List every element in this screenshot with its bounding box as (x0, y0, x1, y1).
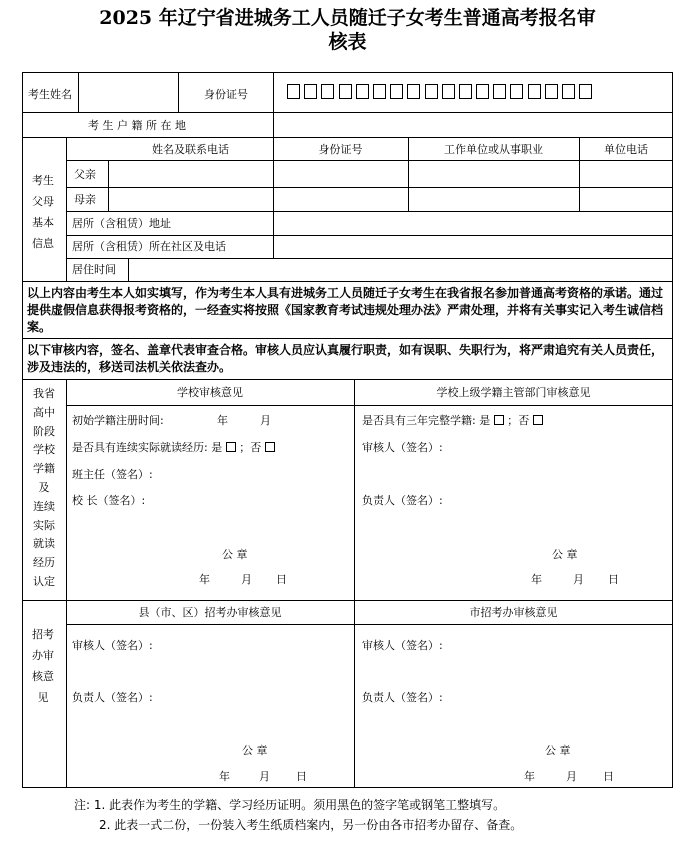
city-seal-label: 公 章 (545, 744, 571, 757)
id-digit-box[interactable] (287, 84, 300, 99)
side-label-line: 招考 (32, 628, 54, 641)
divider (66, 405, 673, 406)
divider (273, 211, 274, 258)
id-digit-box[interactable] (390, 84, 403, 99)
parents-side-label (28, 170, 58, 254)
county-seal-label: 公 章 (242, 744, 268, 757)
principal-signature-label: 校 长（签名）: (72, 494, 146, 507)
id-digit-box[interactable] (562, 84, 575, 99)
id-digit-box[interactable] (304, 84, 317, 99)
month-label: 月 (260, 414, 271, 427)
date-month-label: 月 (566, 770, 577, 783)
id-digit-box[interactable] (321, 84, 334, 99)
side-label-line: 学籍 (33, 462, 55, 476)
yes-checkbox[interactable] (226, 442, 236, 452)
mother-label: 母亲 (74, 193, 96, 206)
id-digit-box[interactable] (373, 84, 386, 99)
id-digit-box[interactable] (476, 84, 489, 99)
father-label: 父亲 (74, 168, 96, 181)
side-label-line: 高中 (33, 405, 55, 419)
id-label: 身份证号 (204, 88, 248, 101)
three-year-label: 是否具有三年完整学籍: 是 (362, 414, 491, 427)
divider (22, 379, 673, 380)
side-label-line: 办审 (32, 649, 54, 662)
date-day-label: 日 (608, 573, 619, 586)
id-digit-box[interactable] (545, 84, 558, 99)
reviewer-responsibility-notice: 以下审核内容，签名、盖章代表审查合格。审核人员应认真履行职责，如有误职、失职行为，将严肃追究有关人员责任，涉及违法的，移送司法机关依法查办。 (27, 343, 664, 374)
no-label: ；否 (239, 441, 262, 454)
header-id: 身份证号 (318, 143, 363, 156)
side-label-line: 父母 (32, 195, 54, 208)
residence-community-label: 居所（含租赁）所在社区及电话 (72, 240, 226, 253)
form-title-line2: 核表 (328, 31, 367, 53)
year-label: 年 (217, 414, 228, 427)
id-digit-box[interactable] (528, 84, 541, 99)
no-label: ；否 (507, 414, 530, 427)
exam-office-side-label (28, 624, 58, 708)
side-label-line: 考生 (32, 174, 54, 187)
divider (108, 160, 109, 211)
id-digit-box[interactable] (425, 84, 438, 99)
continuous-study-question (72, 441, 275, 455)
divider (273, 72, 274, 137)
divider (22, 137, 673, 138)
divider (66, 211, 673, 212)
side-label-line: 经历 (33, 556, 55, 570)
superior-review-header: 学校上级学籍主管部门审核意见 (436, 386, 591, 399)
side-label-line: 见 (37, 691, 49, 704)
school-review-header: 学校审核意见 (177, 386, 243, 399)
divider (128, 258, 129, 281)
divider (66, 258, 673, 259)
date-month-label: 月 (241, 573, 252, 586)
divider (66, 187, 673, 188)
id-digit-box[interactable] (579, 84, 592, 99)
side-label-line: 我省 (33, 387, 55, 400)
date-day-label: 日 (296, 770, 307, 783)
divider (22, 112, 673, 113)
note-line-1: 注: 1. 此表作为考生的学籍、学习经历证明。须用黑色的签字笔或钢笔工整填写。 (74, 798, 506, 812)
side-label-line: 认定 (33, 574, 55, 588)
head-teacher-signature-label: 班主任（签名）: (72, 468, 153, 481)
no-checkbox[interactable] (533, 415, 543, 425)
divider (178, 72, 179, 112)
side-label-line: 阶段 (33, 424, 55, 438)
date-year-label: 年 (531, 573, 542, 586)
side-label-line: 基本 (32, 216, 54, 229)
note-line-2: 2. 此表一式二份，一份装入考生纸质档案内，另一份由各市招考办留存、备查。 (99, 818, 523, 832)
hukou-label: 考 生 户 籍 所 在 地 (88, 119, 186, 132)
header-name-phone: 姓名及联系电话 (152, 143, 229, 156)
date-year-label: 年 (219, 770, 230, 783)
divider (22, 281, 673, 282)
divider (78, 72, 79, 112)
school-side-label (29, 385, 59, 592)
yes-checkbox[interactable] (494, 415, 504, 425)
applicant-commitment-notice: 以上内容由考生本人如实填写，作为考生本人具有进城务工人员随迁子女考生在我省报名参加普通高考资格的承诺。通过提供虚假信息获得报考资格的，一经查实将按照《国家教育考试违规处理办法》严肃处理，并将有关事实记入考生诚信档案。 (27, 286, 664, 334)
id-digit-box[interactable] (510, 84, 523, 99)
id-number-boxes[interactable] (287, 84, 592, 99)
date-day-label: 日 (603, 770, 614, 783)
id-digit-box[interactable] (356, 84, 369, 99)
city-office-header: 市招考办审核意见 (469, 606, 558, 619)
id-digit-box[interactable] (339, 84, 352, 99)
side-label-line: 信息 (32, 237, 54, 250)
residence-address-label: 居所（含租赁）地址 (72, 217, 171, 230)
name-label: 考生姓名 (28, 88, 72, 101)
first-registration-label: 初始学籍注册时间: (72, 414, 164, 427)
reviewer-signature-label: 审核人（签名）: (362, 441, 443, 454)
divider (22, 338, 673, 339)
side-label-line: 实际 (33, 518, 55, 532)
divider (22, 600, 673, 601)
continuous-study-label: 是否具有连续实际就读经历: 是 (72, 441, 223, 454)
divider (66, 137, 67, 281)
side-label-line: 连续 (33, 499, 55, 513)
county-office-header: 县（市、区）招考办审核意见 (138, 606, 282, 619)
side-label-line: 及 (38, 480, 50, 494)
date-year-label: 年 (199, 573, 210, 586)
side-label-line: 学校 (33, 443, 55, 457)
three-year-question (362, 414, 543, 428)
no-checkbox[interactable] (265, 442, 275, 452)
id-digit-box[interactable] (493, 84, 506, 99)
date-day-label: 日 (276, 573, 287, 586)
form-title-line1: 2025 年辽宁省进城务工人员随迁子女考生普通高考报名审 (99, 7, 596, 29)
residence-time-label: 居住时间 (72, 263, 116, 276)
divider (66, 235, 673, 236)
side-label-line: 就读 (33, 537, 55, 551)
header-work-phone: 单位电话 (604, 143, 648, 156)
divider (66, 624, 673, 625)
reviewer-signature-label: 审核人（签名）: (72, 639, 153, 652)
responsible-signature-label: 负责人（签名）: (362, 691, 443, 704)
divider (66, 160, 673, 161)
divider (354, 379, 355, 788)
responsible-signature-label: 负责人（签名）: (72, 691, 153, 704)
form-frame (22, 72, 673, 788)
divider (66, 379, 67, 788)
id-digit-box[interactable] (442, 84, 455, 99)
id-digit-box[interactable] (407, 84, 420, 99)
date-month-label: 月 (573, 573, 584, 586)
reviewer-signature-label: 审核人（签名）: (362, 639, 443, 652)
superior-seal-label: 公 章 (552, 548, 578, 561)
date-year-label: 年 (524, 770, 535, 783)
responsible-signature-label: 负责人（签名）: (362, 494, 443, 507)
school-seal-label: 公 章 (222, 548, 248, 561)
header-employer: 工作单位或从事职业 (444, 143, 543, 156)
date-month-label: 月 (259, 770, 270, 783)
id-digit-box[interactable] (459, 84, 472, 99)
side-label-line: 核意 (32, 670, 54, 683)
